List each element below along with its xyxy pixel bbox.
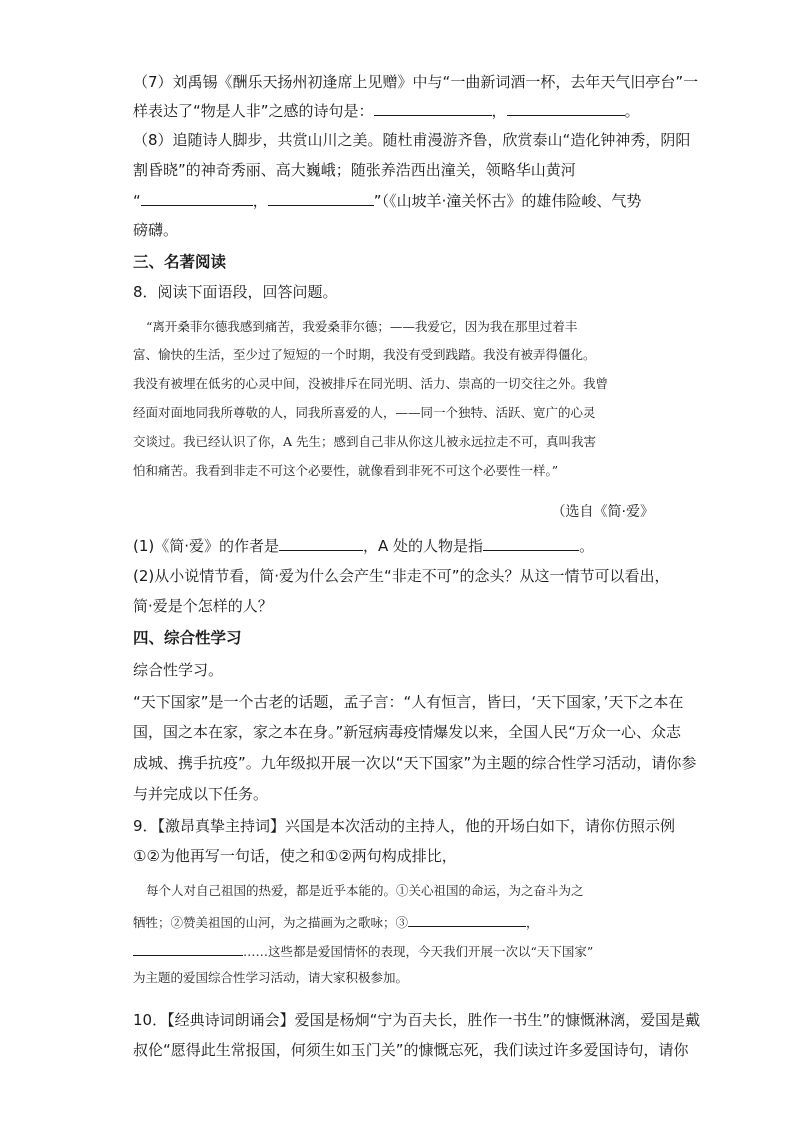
intro4-line-0: 综合性学习。 [133,661,224,679]
answer-blank[interactable] [408,911,526,927]
q7-line-2 [133,100,640,121]
q7-line-1: （7）刘禹锡《酬乐天扬州初逢席上见赠》中与“一曲新词酒一杯，去年天气旧亭台”一 [133,73,699,91]
q9-passage-line-4: 为主题的爱国综合性学习活动，请大家积极参加。 [133,970,409,985]
passage-source: （选自《简·爱》 [551,504,654,520]
q8-sub2-line-2: 简·爱是个怎样的人？ [133,597,273,615]
comma: ， [526,915,539,930]
passage-line: 富、愉快的生活，至少过了短短的一个时期，我没有受到践踏。我没有被弄得僵化。 [133,347,596,362]
passage-line: 交谈过。我已经认识了你，A 先生；感到自己非从你这儿被永远拉走不可，真叫我害 [133,434,597,449]
section-title-4: 四、综合性学习 [133,629,242,647]
passage-line: 我没有被埋在低劣的心灵中间，没被排斥在同光明、活力、崇高的一切交往之外。我曾 [133,376,609,391]
q10-line-2: 叔伦“愿得此生常报国，何须生如玉门关”的慷慨忘死，我们读过许多爱国诗句，请你 [133,1041,689,1059]
answer-blank[interactable] [268,190,374,206]
q8-sub2-line-1: (2)从小说情节看，简·爱为什么会产生“非走不可”的念头？从这一情节可以看出， [133,567,670,585]
answer-blank[interactable] [279,535,363,551]
answer-blank[interactable] [483,535,579,551]
answer-blank[interactable] [133,940,243,956]
passage-line: 经面对面地同我所尊敬的人，同我所喜爱的人，——同一个独特、活跃、宽广的心灵 [133,405,596,420]
open-quote: “ [133,192,141,210]
section-title-3: 三、名著阅读 [133,253,227,271]
q9-passage-line-3 [133,940,593,961]
comma: ， [491,102,507,120]
q8-poem-line-4: 磅礴。 [133,221,179,239]
q9-passage-text: ……这些都是爱国情怀的表现，今天我们开展一次以“天下国家” [243,944,594,959]
period: 。 [579,537,595,555]
q8-poem-tail: ”（《山坡羊·潼关怀古》的雄伟险峻、气势 [373,192,642,210]
comma: ， [252,192,268,210]
q9-line-2: ①②为他再写一句话，使之和①②两句构成排比， [133,847,457,865]
q9-passage-line: 每个人对自己祖国的热爱，都是近乎本能的。①关心祖国的命运，为之奋斗为之 [146,883,584,898]
intro4-line-3: 成城、携手抗疫”。九年级拟开展一次以“天下国家”为主题的综合性学习活动，请你参 [133,754,697,772]
q9-line-1: 9．【激昂真挚主持词】兴国是本次活动的主持人，他的开场白如下，请你仿照示例 [133,817,676,835]
answer-blank[interactable] [507,100,625,116]
intro4-line-1: “天下国家”是一个古老的话题，孟子言：“人有恒言，皆曰，‘天下国家，’天下之本在 [133,693,684,711]
answer-blank[interactable] [374,100,492,116]
q8-sub1-mid: ，A 处的人物是指 [363,537,484,555]
q8-poem-line-1: （8）追随诗人脚步，共赏山川之美。随杜甫漫游齐鲁，欣赏泰山“造化钟神秀，阴阳 [133,131,691,149]
q8-sub1-prompt: (1)《简·爱》的作者是 [133,537,280,555]
q9-passage-line-2 [133,911,539,932]
period: 。 [624,102,640,120]
passage-line: 怕和痛苦。我看到非走不可这个必要性，就像看到非死不可这个必要性一样。” [133,463,559,478]
intro4-line-2: 国，国之本在家，家之本在身。”新冠病毒疫情爆发以来，全国人民“万众一心、众志 [133,723,682,741]
q8-intro: 8．阅读下面语段，回答问题。 [133,283,338,301]
passage-line: “离开桑菲尔德我感到痛苦，我爱桑菲尔德；——我爱它，因为我在那里过着丰 [146,319,578,334]
answer-blank[interactable] [141,190,253,206]
q10-line-1: 10．【经典诗词朗诵会】爱国是杨炯“宁为百夫长，胜作一书生”的慷慨淋漓，爱国是戴 [133,1011,701,1029]
q8-poem-line-3 [133,190,641,211]
q8-sub1 [133,535,594,556]
q9-passage-text: 牺牲；②赞美祖国的山河，为之描画为之歌咏；③ [133,915,409,930]
q8-poem-line-2: 割昏晓”的神奇秀丽、高大巍峨；随张养浩西出潼关，领略华山黄河 [133,161,576,179]
intro4-line-4: 与并完成以下任务。 [133,785,269,803]
q7-prompt: 样表达了“物是人非”之感的诗句是： [133,102,374,120]
